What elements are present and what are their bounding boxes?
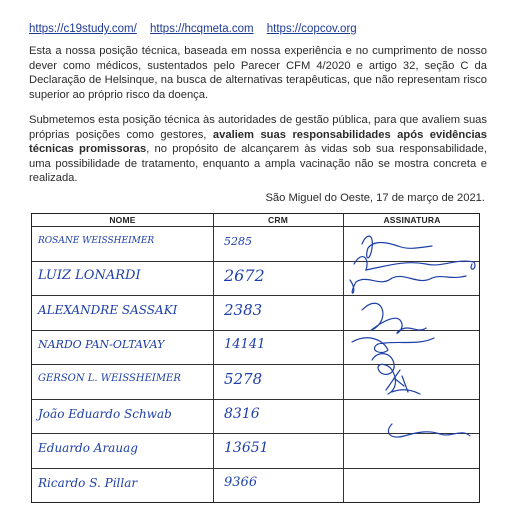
signature-scribble (388, 424, 470, 437)
signer-crm: 5278 (224, 369, 263, 388)
link-c19study[interactable]: https://c19study.com/ (29, 23, 137, 35)
signature-scribble (372, 354, 395, 394)
signer-crm: 14141 (224, 337, 266, 353)
signature-scribble (362, 303, 426, 333)
signer-crm: 5285 (224, 234, 252, 248)
signature-scribble (362, 236, 432, 258)
signer-crm: 13651 (224, 440, 269, 457)
signer-crm: 9366 (224, 475, 258, 491)
signature-table (31, 213, 480, 503)
header-crm: CRM (268, 215, 288, 225)
paragraph-submission-lead: Submetemos esta posição técnica às autoridades de gestão pública, para que avaliem suas próprias posições como gestores, (29, 114, 487, 141)
signature-scribble (352, 338, 434, 353)
paragraph-technical-position: Esta a nossa posição técnica, baseada em nossa experiência e no cumprimento de nosso dever como médicos, sustentados pelo Parecer CFM 4/2020 e artigo 32, seção C da Declaração de Helsinque, na busca de alternativas terapêuticas, que não representam risco superior ao próprio risco da doença. (29, 45, 487, 101)
link-copcov[interactable]: https://copcov.org (266, 23, 357, 35)
signer-name: NARDO PAN-OLTAVAY (38, 338, 165, 352)
signer-name: Eduardo Arauag (38, 441, 138, 456)
paragraph-submission-emphasis: avaliem suas responsabilidades após evidências técnicas promissoras (29, 128, 487, 156)
header-nome: NOME (109, 215, 136, 225)
signer-name: GERSON L. WEISSHEIMER (38, 373, 181, 385)
reference-links (29, 23, 367, 35)
handwritten-signatures (32, 214, 481, 504)
paragraph-submission (29, 113, 487, 186)
signature-scribble (386, 370, 420, 394)
signer-name: João Eduardo Schwab (38, 406, 172, 421)
signer-crm: 2383 (224, 300, 263, 319)
signer-name: ROSANE WEISSHEIMER (38, 235, 155, 246)
signer-name: Ricardo S. Pillar (38, 475, 138, 490)
signer-name: LUIZ LONARDI (38, 268, 141, 284)
header-assinatura: ASSINATURA (383, 215, 441, 225)
paragraph-submission-tail: , no propósito de alcançarem às vidas sob sua responsabilidade, uma possibilidade de tratamento, enquanto a ampla vacinação não se mostra concreta e realizada. (29, 143, 487, 185)
signature-scribble (354, 257, 475, 270)
signer-crm: 8316 (224, 405, 260, 422)
signer-name: ALEXANDRE SASSAKI (38, 303, 178, 318)
place-date: São Miguel do Oeste, 17 de março de 2021. (265, 192, 485, 204)
signature-scribble (350, 276, 466, 293)
link-hcqmeta[interactable]: https://hcqmeta.com (150, 23, 254, 35)
signer-crm: 2672 (224, 265, 265, 285)
